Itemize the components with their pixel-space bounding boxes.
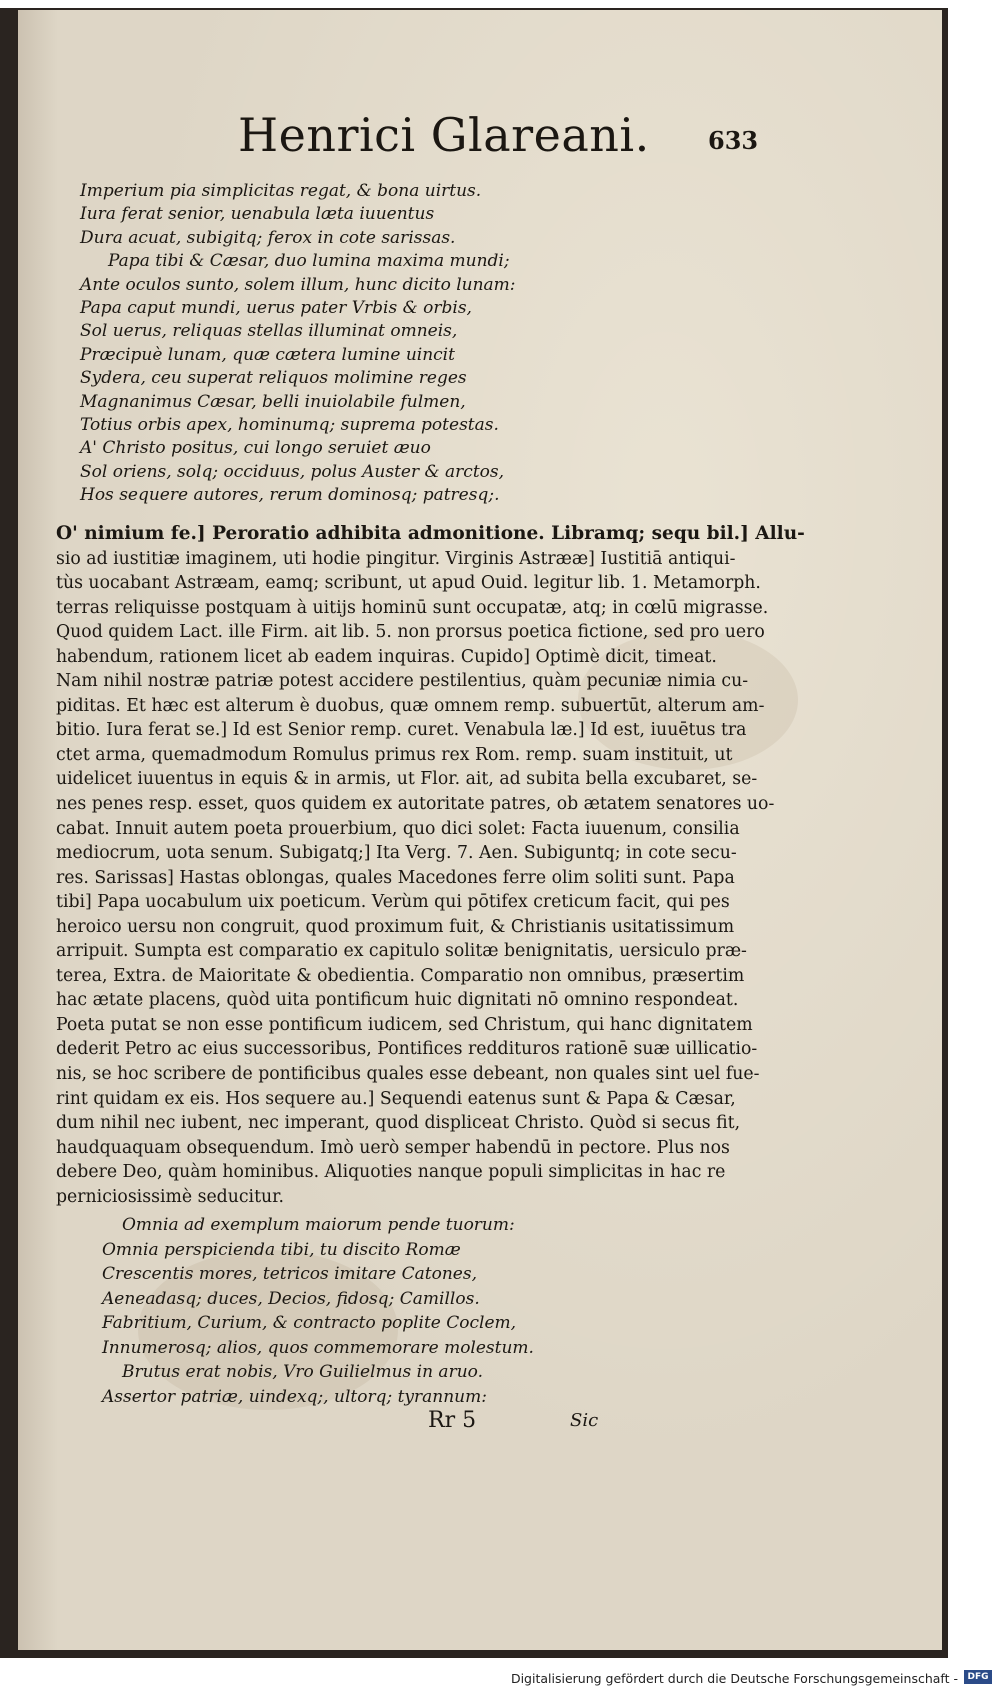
commentary-line: terras reliquisse postquam à uitijs hominū sunt occupatæ, atq; in cœlū migrasse. (56, 597, 769, 618)
verse-line: Innumerosq; alios, quos commemorare molestum. (102, 1337, 534, 1358)
page-sheet (18, 10, 942, 1650)
digitization-footer (0, 1666, 1000, 1690)
verse-line: Brutus erat nobis, Vro Guilielmus in aruo. (122, 1362, 483, 1382)
page-footer-marks (18, 1408, 942, 1438)
commentary-line: terea, Extra. de Maioritate & obedientia. Comparatio non omnibus, præsertim (56, 965, 745, 986)
running-head: Henrici Glareani. (238, 108, 650, 162)
verse-line: Hos sequere autores, rerum dominosq; patresq;. (80, 485, 500, 506)
commentary-line: debere Deo, quàm hominibus. Aliquoties nanque populi simplicitas in hac re (56, 1162, 726, 1183)
verse-line: Sydera, ceu superat reliquos molimine reges (80, 368, 467, 389)
verse-line: Aeneadasq; duces, Decios, fidosq; Camillos. (102, 1288, 480, 1309)
dfg-logo: DFG (964, 1670, 992, 1684)
commentary-line: nes penes resp. esset, quos quidem ex autoritate patres, ob ætatem senatores uo- (56, 794, 775, 815)
commentary-line: uidelicet iuuentus in equis & in armis, ut Flor. ait, ad subita bella excubaret, se- (56, 769, 758, 790)
verse-line: Dura acuat, subigitq; ferox in cote sarissas. (80, 227, 456, 248)
commentary-line: Quod quidem Lact. ille Firm. ait lib. 5. non prorsus poetica fictione, sed pro uero (56, 622, 765, 643)
commentary-line: perniciosissimè seducitur. (56, 1186, 285, 1207)
verse-line: Magnanimus Cæsar, belli inuiolabile fulmen, (80, 391, 466, 412)
signature-mark: Rr 5 (428, 1408, 477, 1433)
page-border (0, 8, 948, 1658)
commentary-line: dum nihil nec iubent, nec imperant, quod displiceat Christo. Quòd si secus fit, (56, 1113, 741, 1134)
verse-line: Fabritium, Curium, & contracto poplite Coclem, (102, 1313, 517, 1333)
commentary-line: Nam nihil nostræ patriæ potest accidere pestilentius, quàm pecuniæ nimia cu- (56, 671, 749, 692)
verse-line: Sol oriens, solq; occiduus, polus Auster & arctos, (80, 461, 505, 482)
verse-line: Præcipuè lunam, quæ cætera lumine uincit (80, 344, 455, 365)
commentary-block (56, 522, 805, 1209)
commentary-line: arripuit. Sumpta est comparatio ex capitulo solitæ benignitatis, uersiculo præ- (56, 941, 747, 962)
page-header (18, 108, 942, 178)
commentary-line: ctet arma, quemadmodum Romulus primus rex Rom. remp. suam instituit, ut (56, 744, 733, 765)
verse-line: Papa caput mundi, uerus pater Vrbis & orbis, (80, 297, 472, 318)
commentary-line: haudquaquam obsequendum. Imò uerò semper habendū in pectore. Plus nos (56, 1137, 730, 1158)
commentary-line: heroico uersu non congruit, quod proximum fuit, & Christianis usitatissimum (56, 916, 735, 937)
verse-line: Sol uerus, reliquas stellas illuminat omneis, (80, 321, 458, 342)
verse-line: Omnia perspicienda tibi, tu discito Romæ (102, 1239, 461, 1260)
commentary-line: mediocrum, uota senum. Subigatq;] Ita Verg. 7. Aen. Subiguntq; in cote secu- (56, 843, 737, 864)
commentary-line: habendum, rationem licet ab eadem inquiras. Cupido] Optimè dicit, timeat. (56, 646, 717, 667)
verse-block-top (80, 180, 516, 507)
commentary-line: rint quidam ex eis. Hos sequere au.] Sequendi eatenus sunt & Papa & Cæsar, (56, 1088, 736, 1109)
verse-block-bottom (102, 1213, 534, 1409)
verse-line: Ante oculos sunto, solem illum, hunc dicito lunam: (80, 274, 516, 295)
commentary-line: cabat. Innuit autem poeta prouerbium, quo dici solet: Facta iuuenum, consilia (56, 818, 740, 839)
verse-line: Omnia ad exemplum maiorum pende tuorum: (122, 1215, 515, 1235)
commentary-line: res. Sarissas] Hastas oblongas, quales Macedones ferre olim soliti sunt. Papa (56, 867, 735, 888)
commentary-line: sio ad iustitiæ imaginem, uti hodie pingitur. Virginis Astrææ] Iustitiā antiqui- (56, 548, 736, 569)
funding-credit: Digitalisierung gefördert durch die Deutsche Forschungsgemeinschaft - (510, 1671, 958, 1686)
verse-line: Iura ferat senior, uenabula læta iuuentus (80, 204, 435, 225)
verse-line: A' Christo positus, cui longo seruiet æuo (80, 438, 431, 459)
commentary-line: tibi] Papa uocabulum uix poeticum. Verùm qui pōtifex creticum facit, qui pes (56, 892, 730, 913)
verse-line: Totius orbis apex, hominumq; suprema potestas. (80, 414, 499, 435)
commentary-line: piditas. Et hæc est alterum è duobus, quæ omnem remp. subuertūt, alterum am- (56, 695, 765, 716)
catchword: Sic (570, 1410, 599, 1431)
commentary-line: Poeta putat se non esse pontificum iudicem, sed Christum, qui hanc dignitatem (56, 1014, 753, 1035)
commentary-line: nis, se hoc scribere de pontificibus quales esse debeant, non quales sint uel fue- (56, 1064, 760, 1085)
commentary-line: bitio. Iura ferat se.] Id est Senior remp. curet. Venabula læ.] Id est, iuuētus tra (56, 720, 747, 741)
commentary-line: dederit Petro ac eius successoribus, Pontifices reddituros rationē suæ uillicatio- (56, 1039, 758, 1060)
verse-line: Assertor patriæ, uindexq;, ultorq; tyrannum: (102, 1386, 487, 1407)
commentary-line: O' nimium fe.] Peroratio adhibita admonitione. Libramq; sequ bil.] Allu- (56, 523, 805, 544)
folio-number: 633 (708, 126, 759, 155)
commentary-line: tùs uocabant Astræam, eamq; scribunt, ut apud Ouid. legitur lib. 1. Metamorph. (56, 573, 761, 594)
verse-line: Imperium pia simplicitas regat, & bona uirtus. (80, 181, 482, 201)
verse-line: Crescentis mores, tetricos imitare Catones, (102, 1264, 477, 1284)
commentary-line: hac ætate placens, quòd uita pontificum huic dignitati nō omnino respondeat. (56, 990, 739, 1011)
verse-line: Papa tibi & Cæsar, duo lumina maxima mundi; (108, 251, 510, 272)
